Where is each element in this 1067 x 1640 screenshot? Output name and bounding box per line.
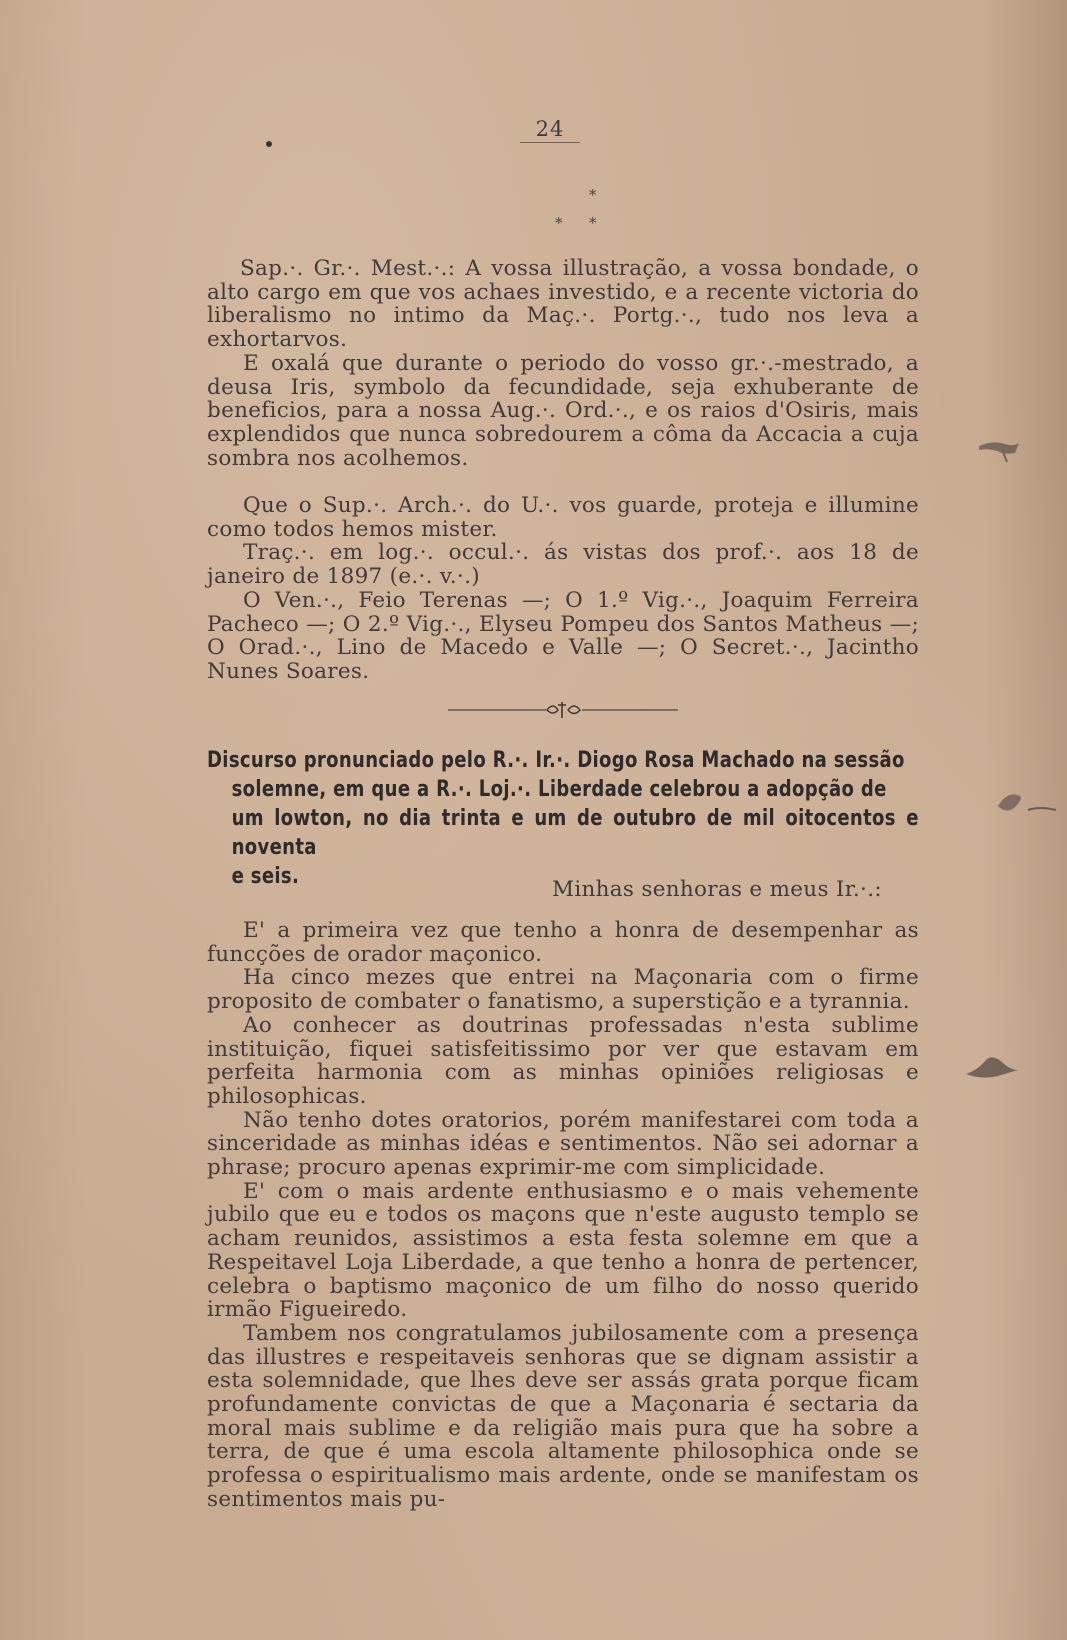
margin-stain-mark — [992, 780, 1062, 830]
speech-paragraph: Não tenho dotes oratorios, porém manifestarei com toda a sinceridade as minhas idéas e sentimentos. Não sei adornar a phrase; procuro apenas exprimir-me com simplicidade. — [207, 1107, 919, 1181]
heading-line: e seis. — [231, 864, 300, 889]
speech-body — [207, 919, 919, 1512]
speech-paragraph: E' a primeira vez que tenho a honra de desempenhar as funcções de orador maçonico. — [207, 918, 919, 967]
page-number: 24 — [520, 116, 580, 143]
signatories-paragraph: O Ven.·., Feio Terenas —; O 1.º Vig.·., Joaquim Ferreira Pacheco —; O 2.º Vig.·., Elyseu Pompeu dos Santos Matheus —; O Orad.·., Lino de Macedo e Valle —; O Secret.·., Jacintho Nunes Soares. — [207, 587, 919, 684]
letter-paragraph: E oxalá que durante o periodo do vosso gr.·.-mestrado, a deusa Iris, symbolo da fecundidade, seja exhuberante de beneficios, para a nossa Aug.·. Ord.·., e os raios d'Osiris, mais explendidos que nunca sobredourem a côma da Accacia a cuja sombra nos acolhemos. — [207, 350, 919, 471]
speech-paragraph: E' com o mais ardente enthusiasmo e o mais vehemente jubilo que eu e todos os maçons que n'este augusto templo se acham reunidos, assistimos a esta festa solemne em que a Respeitavel Loja Liberdade, a que tenho a honra de pertencer, celebra o baptismo maçonico de um filho do nosso querido irmão Figueiredo. — [207, 1178, 919, 1323]
closing-paragraph: Que o Sup.·. Arch.·. do U.·. vos guarde, proteja e illumine como todos hemos mister. — [207, 493, 919, 542]
heading-line: solemne, em que a R.·. Loj.·. Liberdade celebrou a adopção de — [231, 777, 887, 802]
ink-speck — [266, 141, 272, 147]
letter-paragraph: Sap.·. Gr.·. Mest.·.: A vossa illustração, a vossa bondade, o alto cargo em que vos achaes investido, e a recente victoria do liberalismo no intimo da Maç.·. Portg.·., tudo nos leva a exhortarvos. — [207, 256, 919, 353]
speech-paragraph: Ha cinco mezes que entrei na Maçonaria com o firme proposito de combater o fanatismo, a superstição e a tyrannia. — [207, 965, 919, 1015]
margin-stain-mark — [962, 1050, 1022, 1090]
speech-paragraph: Tambem nos congratulamos jubilosamente com a presença das illustres e respeitaveis senhoras que se dignam assistir a esta solemnidade, que lhes deve ser assás grata porque ficam profundamente convictas de que a Maçonaria é sectaria da moral mais sublime e da religião mais pura que ha sobre a terra, de que é uma escola altamente philosophica onde se professa o espiritualismo mais ardente, onde se manifestam os sentimentos mais pu- — [207, 1320, 919, 1512]
speech-salutation: Minhas senhoras e meus Ir.·.: — [552, 877, 882, 902]
margin-stain-mark — [975, 432, 1025, 468]
closing-paragraph: Traç.·. em log.·. occul.·. ás vistas dos prof.·. aos 18 de janeiro de 1897 (e.·. v.·.) — [207, 540, 919, 590]
heading-line: um lowton, no dia trinta e um de outubro de mil oitocentos e noventa — [231, 806, 919, 860]
speech-heading — [207, 746, 919, 891]
speech-paragraph: Ao conhecer as doutrinas professadas n'esta sublime instituição, fiquei satisfeitissimo por ver que estavam em perfeita harmonia com as minhas opiniões religiosas e philosophicas. — [207, 1012, 919, 1109]
section-divider-ornament — [448, 699, 678, 719]
asterism-star-top: * — [589, 186, 597, 204]
heading-line: Discurso pronunciado pelo R.·. Ir.·. Diogo Rosa Machado na sessão — [207, 748, 905, 773]
letter-body — [207, 257, 919, 470]
letter-closing — [207, 494, 919, 684]
asterism-star-right: * — [589, 214, 597, 232]
asterism-star-left: * — [555, 214, 563, 232]
